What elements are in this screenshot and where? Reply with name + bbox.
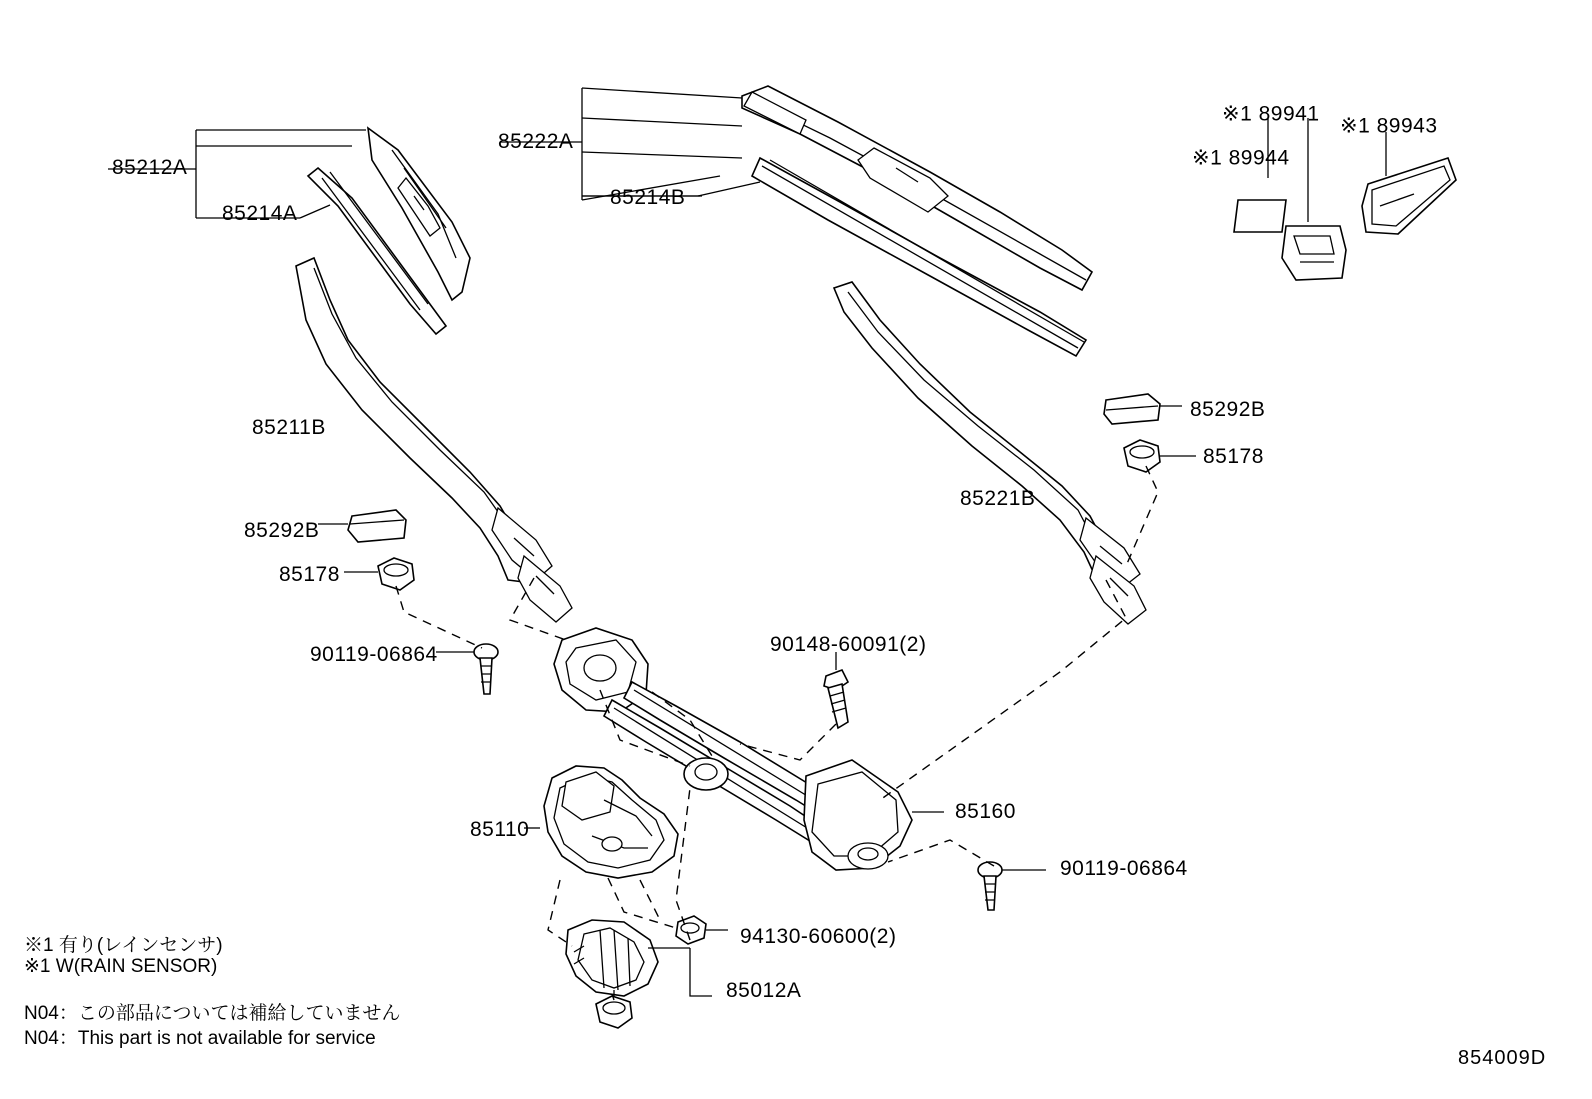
part-label-90119-06864-left: 90119-06864 xyxy=(310,643,438,666)
part-90119-06864-right-screw xyxy=(978,862,1046,910)
part-label-90148-60091: 90148-60091(2) xyxy=(770,633,927,656)
part-85212A-blade xyxy=(368,128,470,300)
note-rain-sensor-en: ※1 W(RAIN SENSOR) xyxy=(24,956,218,977)
part-label-85222A: 85222A xyxy=(498,130,574,153)
part-label-85110: 85110 xyxy=(470,818,530,841)
note-n04-en: N04：This part is not available for service xyxy=(24,1028,376,1049)
part-85292B-left-cap xyxy=(318,510,406,542)
part-85178-right-nut xyxy=(1124,440,1196,472)
part-label-189943: ※1 89943 xyxy=(1340,114,1438,138)
part-label-189941: ※1 89941 xyxy=(1222,102,1320,126)
part-label-85214A: 85214A xyxy=(222,202,298,225)
part-label-85292B-left: 85292B xyxy=(244,519,320,542)
part-label-85012A: 85012A xyxy=(726,979,802,1002)
part-85292B-right-cap xyxy=(1104,394,1182,424)
figure-code: 854009D xyxy=(1458,1047,1547,1069)
part-label-94130-60600: 94130-60600(2) xyxy=(740,925,897,948)
part-label-85211B: 85211B xyxy=(252,416,326,439)
part-label-85178-right: 85178 xyxy=(1203,445,1264,468)
part-label-85160: 85160 xyxy=(955,800,1016,823)
part-85110-motor xyxy=(524,766,678,878)
part-85178-left-nut xyxy=(344,558,414,590)
part-90119-06864-left-screw xyxy=(436,644,498,694)
part-label-85221B: 85221B xyxy=(960,487,1036,510)
note-n04-jp: N04：この部品については補給していません xyxy=(24,1003,401,1024)
part-label-90119-06864-right: 90119-06864 xyxy=(1060,857,1188,880)
part-label-85212A: 85212A xyxy=(112,156,188,179)
part-label-85178-left: 85178 xyxy=(279,563,340,586)
part-label-189944: ※1 89944 xyxy=(1192,146,1290,170)
part-label-85214B: 85214B xyxy=(610,186,686,209)
part-89943-cover xyxy=(1362,158,1456,234)
note-rain-sensor-jp: ※1 有り(レインセンサ) xyxy=(24,935,223,956)
part-85221B-arm xyxy=(834,282,1146,624)
part-89944-pad xyxy=(1234,200,1286,232)
part-90148-60091-bolt xyxy=(824,652,848,728)
part-89941-sensor xyxy=(1282,226,1346,280)
part-label-85292B-right: 85292B xyxy=(1190,398,1266,421)
